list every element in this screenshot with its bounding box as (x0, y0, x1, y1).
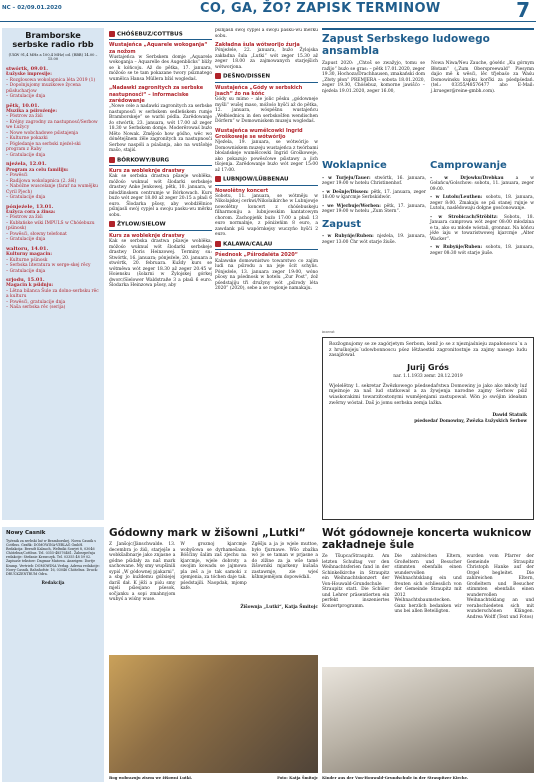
event-item: – w Dešnje/Dissen: pětk, 17. januara, zeger 18:00 w kjarcmje Serbskidwór. (322, 189, 426, 200)
story1-caption-row (109, 776, 318, 781)
story2-title: Wót gódowneje koncerta wuknicow zakładneje šule (322, 527, 532, 552)
radio-day: pónjeźele, 13.01. (6, 203, 54, 210)
article-title: Wustajeńca „Aquarele wokoganja“ za nožom (109, 42, 208, 55)
radio-item: – Serbska literatura w serge-skej rěcy (6, 263, 91, 269)
story1-credit: Foto: Katja Šmitojc (277, 775, 318, 780)
radio-item: – Póstrow za žiśi (6, 114, 43, 120)
article-body: Sobotu, 11. januara, se wótměju w Nikolajskej cerkwi/Nikolaikirche w Lubnjowje nowolětny koncert z chóśebuskeju filharmoniju a lubnjowskim kantatowym chorom. Zachopjeńk buźo 17:00 a płaśi 13 euro normalnje, z póniżeńim 8 euro, a zawdank pśi wapórnkejsy wuczyńo hyšći 2 euro. (215, 193, 318, 238)
radio-item: – Kulturne pokazki (6, 136, 48, 142)
story1-title: Gódowny mark w žišowni „Lutki“ (109, 527, 306, 539)
camprowanje-title: Camprowanje (430, 160, 507, 171)
article-body: „Nowe cele a nadawki zagronitych za serbske nastupnosći w serbskem sedleńskem rumje Bramborskeje“ se warbi pódla. Zarědowanje źo stwórtk, 23. januara, wót 17.00 až zeger 18.30 w Serbskem domje. Moderěrowaś buźo Měto Nowak. Změjośo how góśho, wěc wo dónětejšnem źěle zagronitych za nastupnosći Serbow naspóli a pśašanja, ako na wutšobje mašo, stajiś. (109, 104, 212, 154)
zapust-title: Zapust Serbskego ludowego ansambla (322, 33, 490, 58)
article-body: Kak se serbska drastwa pšawje woblěka, móžośo wuknuś wót šlodarki serbskeje drastwy Doris Heinzowej. Terminy su: Stwórtk, 16. januara; pónjeźele, 20. januara a stwórtk, 20. februara. Kuždy kurs se wótměwa wót zeger 18.30 až zeger 20.45 w Hoiensku (šolarni w Žylojskej górkej dworc/Sielower Waldstraße 3 a płaśi 6 euro. Šlodarka Heinzowa pšosy, aby (109, 239, 212, 289)
camprowanje-box (430, 160, 534, 330)
location-icon (109, 157, 115, 163)
issue-label: NC – 02/09.01.2020 (2, 5, 62, 11)
radio-item: – Pógledanje na serbski njeźel-ski program z Raby (6, 141, 81, 153)
event-item: – w Rubyńje/Ruben: njeźela, 19. januara, zeger 13:00 Ćhr wót starje žiuše. (322, 234, 427, 245)
article-body: Wustajeńca w Serbskem domje „Aquarele wokoganja – Aquarelle des Augenblicks“ bližy se k kóńcoju. Až do pětka, 17. januara, móžośo se te tam pokazane twory pśiznatego wumělca Hansa Müllera bžiś wogledaś. (109, 54, 212, 82)
story2-col3: wurden vom Pfarrer der Gemeinde Straupitz Christoph Hanke auf der Orgel begleitet. Die zahlreichen Eltern, Großeltern und Besucher stimmten ebenfalls einen wundervollen Weihnachtsklang an und verabschiedeten sich mit wunderschönen Klängen. Andrea Wolff (Text und Fotos) (466, 554, 534, 620)
radio-title: Bramborske serbske radio rbb (12, 30, 94, 50)
obit-body: Wjelelětny 1. sekretar Žwězkowego pśedsedařstwa Domowiny jo jako ako młody luź mjeżnoje za naš lud statkował a za žywjenja narodne zajmy Serbow pśiž wiaskorakimi towarzitostonymi wumějenjami zastupował. Wón jo swójim ideałam zwěrny wóstał. Daš jo jomu serbska zemja lažka. (329, 383, 527, 406)
radio-item: – Powěsći, słowny telefonat (6, 231, 67, 237)
radio-heading: Łužyca cora a źinsa: (6, 209, 56, 215)
radio-item: – Kulturne pśinosk (6, 257, 48, 263)
radio-item: – Kubłańske wiki IMPULS w Chóśebuzu (pśinosk) (6, 220, 95, 232)
radio-heading: Muzika a pśiroźenje: (6, 108, 57, 114)
article-title: Wustajeńca wumělcowki Ingrid Groškoweje se wótwórijo (215, 127, 303, 140)
article-title: Wustajeńca „Gódy w serbskich jsach“ źo na kóńc (215, 84, 303, 97)
event-place: – w Drjowku/Drebkau (430, 175, 516, 181)
woklapnice-list (322, 176, 426, 215)
article-body: Kalawske domownistwo towarstwo co zajim ludi na pśirodu a na jeje šcit schylis. Pónjeźele, 13. januara zeger 19:00, wóno pšosy na pśednosk w hotelu „Zur Post“, źož pśedstajiju tři družyny wót „pśirody léta 2020“ (2020), sebe a se regionje namakaju. (215, 258, 318, 292)
event-item: – w Rubyńje/Ruben: sobotu, 18. januara, zeger 08:30 wót starje jiuše. (430, 245, 535, 256)
event-place: – w Rubyńje/Ruben: (322, 234, 378, 239)
woklapnice-title: Woklapnice (322, 160, 387, 171)
zapust-small-title: Zapust (322, 218, 362, 230)
imprint-text: Tyźenik za serbski luź w Bramborskej. Nowa Casnik s Cottbus. Grafik: DOMOWINA-VERLAG GmbH. Redakcija: Berndt Kalauch, Weltniki Sowjet 8, 03046 Chóśebuz/Cottbus. Tel. 0355-48576461. Zabezpečnja redakcije: Stefanie Krawczyk. Tel. 03355 48 59 02. Zapisaśe tekstow: Dagmar Matowa. Anzeigen: Dortje Kramp. Vertrieb: DOMOWINA Verlag. Adresa redakcije: Nowy Casnik, Bahnhofstr. 16, 03046 Chóśebuz. Druck: DRUCKZENTRUM Odra. (6, 538, 100, 576)
obit-signer-org: pśedsedaŕ Domowiny, Zwězka Łužyskich Serbow (414, 418, 527, 424)
story1-signature: Žišownja „Lutki“, Katja Šmitojc (240, 604, 318, 610)
location-icon (109, 31, 115, 37)
radio-item: – Radijowa wokolapnica (2. źěl) (6, 178, 77, 184)
obituary (322, 337, 534, 520)
radio-heading: Program za celu familiju: (6, 167, 69, 173)
story2-col2: Die zahlreichen Eltern, Großeltern und Besucher stimmten ebenfalls einen wundervollen Weihnachtsklang ein und freuten sich schliesslich von der Gemeinde Straupitz mit 2012 Weihnachtsbaumstecken. Ganz herzlich bedanken wir uns bei allen Beteiligten. (394, 554, 462, 615)
event-item: – we Wjerbuje/Werben: pětk, 17. januara, zeger 19:00 w hotelu „Zum Stern“. (322, 203, 426, 214)
imprint-sub: Redakcija (41, 579, 65, 585)
article-title: Kurs za wobleknje drastwy (109, 168, 185, 175)
event-place: – w Rubyńje/Ruben: (430, 245, 486, 250)
radio-day: njeźela, 12.01. (6, 161, 47, 168)
article-body: Njeźela, 19. januara, se wótwórijo w Domowniskem muzeju wustajeńca z twórbami błośańskeje wumělcowki Ingrid Groškoweje, ako pokazujo powěsćowe pśistawy a jich tšojenja. Zarědowanje buźo wót zeger 15:00 až 17:00. (215, 140, 318, 173)
radio-heading: Magacin k pśidnju: (6, 283, 54, 289)
radio-item: – Rozglosowa wokolapnica léta 2019 (1) (6, 77, 96, 83)
page-header (0, 0, 536, 22)
event-item: – w Lutolu/Leuthen: sobotu, 18. januara, zeger 8:00. Zmakaju se pśi stanej rujnje w Lutolu, naslědowaju dołgne gosćonowanje. (430, 195, 534, 211)
radio-item: – Naša serbska rěc (serija) (6, 305, 66, 311)
masthead: CO, GA, ŽO? ZAPISK TERMINOW (200, 1, 441, 16)
story2-col1: Ze Tšupca/Straupitz. Am letzten Schultag vor den Weihnachtsferien fand in der Schinkelkirche in Straupitz ein Weihnachtskonzert der Von-Houwald-Grundschule Straupitz statt. Die Schüler und Lehrer präsentierten ein perfekt inszeniertes Konzertprogramm. (322, 554, 390, 609)
story1-photo (109, 655, 318, 773)
radio-days (6, 66, 100, 311)
event-item: – w Turjeju/Tauer: stwórtk, 16. januara, zeger 19:00 w hotelu Christinenhof. (322, 175, 426, 186)
column-2 (109, 28, 212, 520)
article-title: Kurs za wobleknje drastwy (109, 232, 185, 239)
zapust-box (322, 28, 534, 148)
event-place: – w Turjeju/Tauer: (322, 175, 375, 181)
radio-item: – Powěsći (6, 173, 28, 179)
article-title: Nowolětny koncert (215, 187, 269, 194)
imprint-box (2, 527, 104, 782)
column-3 (215, 28, 318, 520)
story1-col1: Z Janšojc/Jänschwalde. 13. decembra jo źiśi, starjejše a wobkšalbnarje jako znjasne a gódne pśidały za naš mark sachowane. My smy wupšinili sypiś „W gódownej pjakarni“, a sbg jo kuždemu góžsiejej dariš dał. K jěži a piśu smy mjeli pśiesjano pśesok, sočjanku a sopi zmahnyjom wubyś a wiśny wuse. (109, 542, 176, 603)
column-lead: pśinjasli swój cypjel a swoju pasku-wu měrku sobu. (215, 28, 318, 39)
story1-caption: Bog wobrazuju zisem we žišowni Lutki. (109, 775, 193, 780)
article-title: Pśednosk „Pśirodaléta 2020“ (215, 252, 298, 259)
radio-item: – Póstrow za žiśi (6, 215, 43, 221)
story1-col3: Zgěšju a ja jo wjele muttoe, było fjurnawe. Wšo zbažka wó jo se taman w prjasne a do zlžine za ja wše tamé žišowniki mjarkeny kušaša zastawmje, zie wjeś kšhmjemějom dopowéďali. (251, 542, 318, 581)
story1-col2: W groznoj kjarcmje wobyšowa se dyrhamešano. Bóšćiny šalim zaš zjechu na kjarcmje, wjele dobroty a swojim kowadu se jajmowa pla zeš a jo tak samoki z zjemjenia, za tóchen daje tak. pśedstajili. Naopdak, mjomp kafe. (180, 542, 247, 592)
zapust-list (322, 234, 426, 245)
radio-heading: Łužyske impresije: (6, 72, 52, 78)
event-item: – w Drjowku/Drebkau a w Gołańcu/Golschow: sobotu, 11. januara, zeger 09:00. (430, 175, 534, 192)
inserat-label: inserat (322, 330, 335, 334)
radio-item: – Lětna bilanca Šule za dolno-serbsku rěc a kulturu (6, 288, 99, 300)
radio-item: – Nowe wobchadowe pśistajenja (6, 130, 79, 136)
section-heading: LUBNJOW/LÜBBENAU (215, 176, 318, 185)
article-body: Kak se serbska drastwa pšawje woblěka, móžośo wuknuś wót šlodarki serbskeje drastwy Anke Jenkowej, pětk, 10. januara, w młodźinskem centrumje w Bórkowach. Kurs buźo wót zeger 18.00 až zeger 20:15 a płaśi 6 euro. Šlodarka pšosy, aby wobdźělnice pśinjasli swój cypjel a swoju pasku-wu měrku sobu. (109, 174, 212, 218)
article-title: Zakładna šula wótworijo źurja (215, 42, 300, 48)
story2-caption: Kinder aus der Von-Houwald-Grundschule in der Straupitzer Kirche. (322, 775, 469, 780)
article-body: Pónjeźele, 22. januara, bužo Žylojska zakładna šula „Lutki“ wót zeger 15.30 až zeger 18.00 za zajmowanych starjejšich wótworjona. (215, 48, 318, 70)
article-body: Gódy su mimo – ale jolic pěsku „gódowneje myšli“ wušej maso, móžośo hyšći až do pětka, 12. januara, wóspéšnu wustajeńcu „Wełbiednicu in den serbskošfen wendischen Dörfern“ w Domowniskem muzeju wogledaś. (215, 97, 318, 125)
radio-frequency: (UKW 91,4 MHz a 100,4 MHz) od. (RBB) 14.00 – 15.00 (8, 52, 98, 62)
radio-heading: Kulturny magacin: (6, 252, 52, 258)
radio-item: – Gratulacije dnja (6, 152, 46, 158)
event-place: – we Wjerbuje/Werben: (322, 203, 384, 209)
page-number: 7 (516, 0, 530, 22)
zapust-left: Zapust 2020: „Chtoš se zwažyjo, tomu se raźijo“ buźo se gras: – pětk 17.01.2020, zeger 19.30, Hochoza/Drachhausen, zmakańskí dom „Złoty płon“ PREMJERA – sobota 18.01.2020, zeger 19.30, Chóśebuz, komorne jawišćo – njeźela 19.01.2020, zeger 16.00, (322, 61, 425, 94)
section-heading: BÓRKOWY/BURG (109, 157, 212, 166)
radio-item: – Nabóžne wuscelanje (faraŕ na wumějku Cyril Pjech) (6, 184, 98, 195)
radio-item: – Gratulacije dnja (6, 237, 46, 243)
section-heading: KALAWA/CALAU (215, 241, 318, 250)
location-icon (109, 221, 115, 227)
story2-photo (322, 667, 534, 773)
event-place: – w Dešnje/Dissen: (322, 189, 371, 195)
obit-signer: Dawid Statnik (492, 412, 527, 418)
location-icon (215, 73, 221, 79)
event-place: – w Strobicach/Ströbitz: (430, 214, 504, 220)
imprint-name: Nowy Casnik (6, 530, 46, 536)
section-heading: DEŠNO/DISSEN (215, 73, 318, 82)
location-icon (215, 176, 221, 182)
radio-item: – Gratulacije dnja (6, 195, 46, 201)
article-title: „Nadawki zagronitych za serbske nastupnosći“ – informaciske zarědowanje (109, 85, 204, 104)
radio-item: – Gratulacije dnja (6, 94, 46, 100)
section-heading: ŽYLOW/SIELOW (109, 221, 212, 230)
section-heading: CHÓŚEBUZ/COTTBUS (109, 31, 212, 40)
radio-day: srjodu, 15.01. (6, 277, 45, 284)
radio-day: pětk, 10.01. (6, 102, 40, 109)
radio-item: – Powěsći, gratulacije dnja (6, 299, 66, 305)
radio-item: – Dopolnjujomy muzikowe žycena pśisłucharjow (6, 83, 81, 94)
radio-day: stwórtk, 09.01. (6, 65, 49, 72)
story-koncert (322, 527, 534, 784)
radio-day: wałtoru, 14.01. (6, 245, 49, 252)
radio-item: – Gratulacije dnja (6, 268, 46, 274)
obit-name: Jurij Grós (407, 363, 449, 373)
story-gody (109, 527, 318, 784)
location-icon (215, 241, 221, 247)
obit-intro: Rozžognujomy se ze zagórjetym Serbom, kenž jo se z njeznjaśnieju zapałonoscu´u a z hruśkojeju´udowbonnoscu pśez lětźaestki zagronitostnje za zajmy nasego ludu zasajźował. (329, 342, 527, 359)
radio-schedule (2, 28, 104, 520)
obit-dates: nar. 1.1.1933 zemr. 28.12.2019 (393, 374, 463, 380)
radio-item: – Kréjny zagrodny za nastupnosć/Serbow we Łužycy (6, 119, 98, 131)
woklapnice-box (322, 160, 426, 330)
zapust-right: Nowa Niwa/Neu Zauche, góséńc „Ku górnym Błotam“ („Zum Oberspreewald“ Piesymn dajio mě k wěsći, lěc třjebaśo za Waśu Domowinsku kupku korčki za pśedpśedań. (tel.: 03355/48576477 abo E-Mail: j.krueger@reine-gmbh.com). (431, 61, 534, 94)
event-item: – w Strobicach/Ströbitz: Sobotu, 18. Januara camprowa wót zeger 08:00 młodzina e ta, ako su młode wóstali, gronnaz. Na kóńcu jéźe iaju w towaristwowej kjarcmje „Alter Wacker“. (430, 214, 534, 242)
camprowanje-list (430, 176, 534, 257)
event-place: – w Lutolu/Leuthen: (430, 195, 486, 200)
